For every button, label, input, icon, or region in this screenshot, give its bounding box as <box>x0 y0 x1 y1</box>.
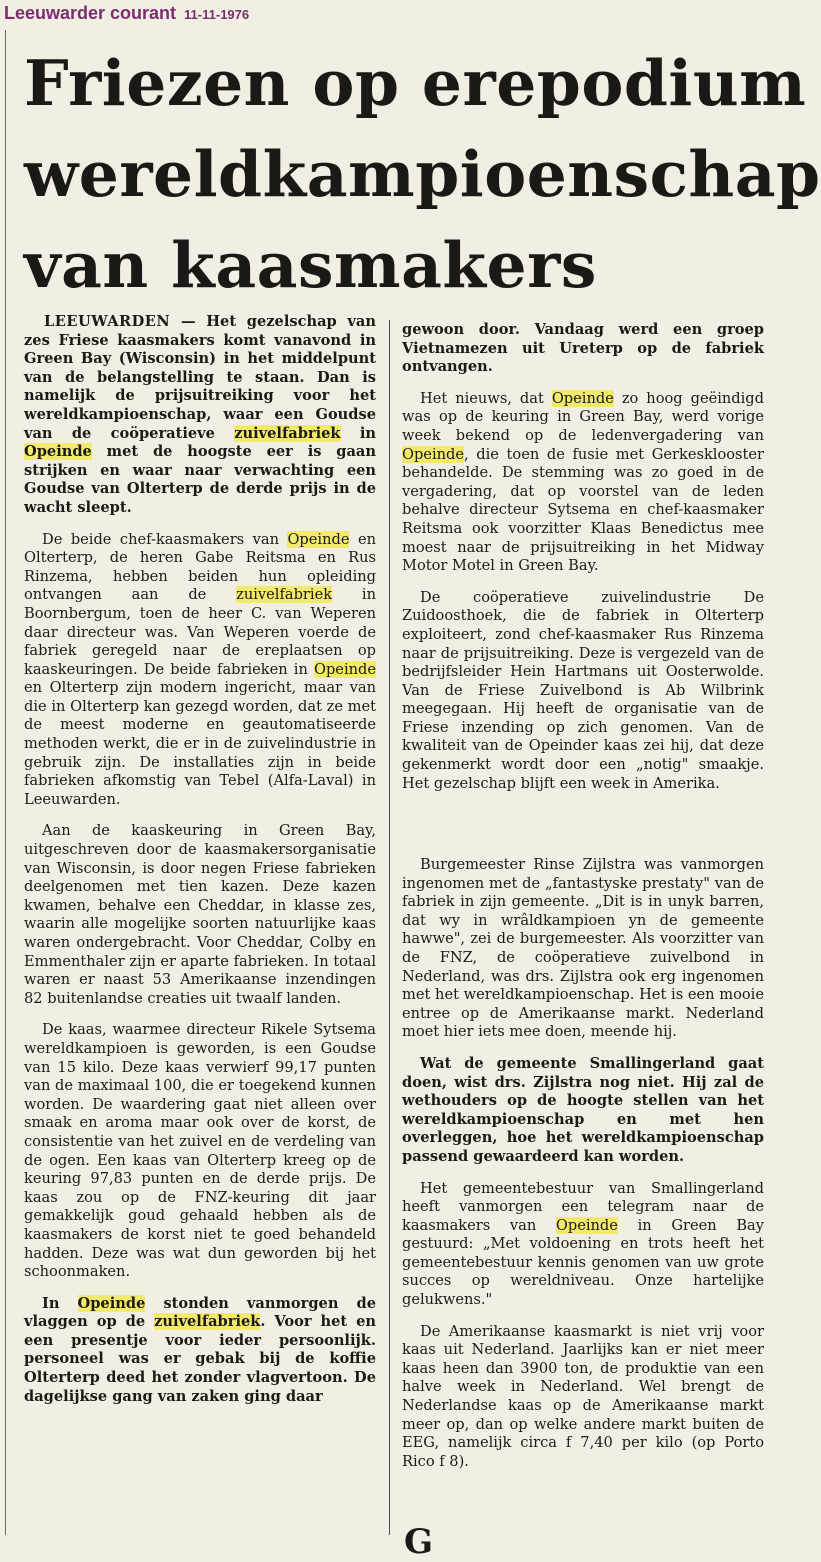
article-headline <box>24 38 821 311</box>
publication-date: 11-11-1976 <box>184 7 250 22</box>
right-column-top <box>402 321 764 806</box>
highlighted-term: Opeinde <box>555 1216 618 1234</box>
body-paragraph-bold: Wat de gemeente Smallingerland gaat doen, wist drs. Zijlstra nog niet. Hij zal de wethouders op de hoogte stellen van het wereldkampioenschap en met hen overleggen, hoe het wereldkampioenschap passend gewaardeerd kan worden. <box>402 1054 764 1165</box>
highlighted-term: Opeinde <box>551 389 614 407</box>
headline-line: wereldkampioenschap <box>24 137 821 211</box>
body-paragraph: De kaas, waarmee directeur Rikele Sytsema wereldkampioen is geworden, is een Goudse van 15 kilo. Deze kaas verwierf 99,17 punten van de maximaal 100, die er toegekend kunnen worden. De waardering gaat niet alleen over smaak en aroma maar ook over de korst, de consistentie van het zuivel en de verdeling van de ogen. Een kaas van Olterterp kreeg op de keuring 97,83 punten en de derde prijs. De kaas zou op de FNZ-keuring dit jaar gemakkelijk goud gehaald hebben als de kaasmakers de korst niet te goed behandeld hadden. Deze was wat dun geworden bij het schoonmaken. <box>24 1021 376 1281</box>
highlighted-term: zuivelfabriek <box>154 1313 261 1331</box>
body-paragraph-bold: gewoon door. Vandaag werd een groep Vietnamezen uit Ureterp op de fabriek ontvangen. <box>402 321 764 376</box>
highlighted-term: zuivelfabriek <box>236 586 333 604</box>
body-paragraph: Het gemeentebestuur van Smallingerland heeft vanmorgen een telegram naar de kaasmakers van Opeinde in Green Bay gestuurd: „Met voldoening en trots heeft het gemeentebestuur kennis genomen van uw grote succes op wereldniveau. Onze hartelijke gelukwens." <box>402 1179 764 1309</box>
body-paragraph: Het nieuws, dat Opeinde zo hoog geëindigd was op de keuring in Green Bay, werd vorige week bekend op de ledenvergadering van Opeinde, die toen de fusie met Gerkesklooster behandelde. De stemming was zo goed in de vergadering, dat op voorstel van de leden behalve directeur Sytsema en chef-kaasmaker Reitsma ook voorzitter Klaas Benedictus mee moest naar de prijsuitreiking in het Midway Motor Motel in Green Bay. <box>402 389 764 575</box>
body-paragraph: De Amerikaanse kaasmarkt is niet vrij voor kaas uit Nederland. Jaarlijks kan er niet meer kaas heen dan 3900 ton, de produktie van een halve week in Nederland. Wel brengt de Nederlandse kaas op de Amerikaanse markt meer op, dan op welke andere markt buiten de EEG, namelijk circa f 7,40 per kilo (op Porto Rico f 8). <box>402 1322 764 1470</box>
dateline: LEEUWARDEN <box>44 313 171 330</box>
highlighted-term: Opeinde <box>402 445 464 463</box>
highlighted-term: zuivelfabriek <box>234 424 341 442</box>
left-column <box>24 313 376 1419</box>
body-paragraph: Aan de kaaskeuring in Green Bay, uitgeschreven door de kaasmakersorganisatie van Wisconsin, is door negen Friese fabrieken deelgenomen met tien kazen. Deze kazen kwamen, behalve een Cheddar, in klasse zes, waarin alle mogelijke soorten natuurlijke kaas waren ondergebracht. Voor Cheddar, Colby en Emmenthaler zijn er aparte fabrieken. In totaal waren er naast 53 Amerikaanse inzendingen 82 buitenlandse creaties uit twaalf landen. <box>24 822 376 1007</box>
left-margin-rule <box>5 30 6 1535</box>
newspaper-name[interactable]: Leeuwarder courant <box>4 3 177 23</box>
right-column-bottom <box>402 856 764 1484</box>
body-paragraph: De beide chef-kaasmakers van Opeinde en Olterterp, de heren Gabe Reitsma en Rus Rinzema, hebben beiden hun opleiding ontvangen aan de zuivelfabriek in Boornbergum, toen de heer C. van Weperen daar directeur was. Van Weperen voerde de fabriek geregeld naar de ereplaatsen op kaaskeuringen. De beide fabrieken in Opeinde en Olterterp zijn modern ingericht, maar van die in Olterterp kan gezegd worden, dat ze met de meest moderne en geautomatiseerde methoden werkt, die er in de zuivelindustrie in gebruik zijn. De installaties zijn in beide fabrieken afkomstig van Tebel (Alfa-Laval) in Leeuwarden. <box>24 530 376 808</box>
headline-line: Friezen op erepodium <box>24 46 807 120</box>
headline-line: van kaasmakers <box>24 228 597 302</box>
body-paragraph: Burgemeester Rinse Zijlstra was vanmorgen ingenomen met de „fantastyske prestaty" van de fabriek in zijn gemeente. „Dit is in unyk barren, dat wy in wrâldkampioen yn de gemeente hawwe", zei de burgemeester. Als voorzitter van de FNZ, de coöperatieve zuivelbond in Nederland, was drs. Zijlstra ook erg ingenomen met het wereldkampioenschap. Het is een mooie entree op de Amerikaanse markt. Nederland moet hier iets mee doen, meende hij. <box>402 856 764 1041</box>
body-paragraph-bold: In Opeinde stonden vanmorgen de vlaggen op de zuivelfabriek. Voor het en een presentje voor ieder persoonlijk. personeel was er gebak bij de koffie Olterterp deed het zonder vlagvertoon. De dagelijkse gang van zaken ging daar <box>24 1294 376 1405</box>
highlighted-term: Opeinde <box>287 530 350 548</box>
highlighted-term: Opeinde <box>77 1294 146 1312</box>
lead-paragraph: LEEUWARDEN — Het gezelschap van zes Friese kaasmakers komt vanavond in Green Bay (Wisconsin) in het middelpunt van de belangstelling te staan. Dan is namelijk de prijsuitreiking voor het wereldkampioenschap, waar een Goudse van de coöperatieve zuivelfabriek in Opeinde met de hoogste eer is gaan strijken en waar naar verwachting een Goudse van Olterterp de derde prijs in de wacht sleept. <box>24 313 376 516</box>
source-header <box>4 3 249 29</box>
next-article-fragment: G <box>404 1522 434 1562</box>
body-paragraph: De coöperatieve zuivelindustrie De Zuidoosthoek, die de fabriek in Olterterp exploiteert, zond chef-kaasmaker Rus Rinzema naar de prijsuitreiking. Deze is vergezeld van de bedrijfsleider Hein Hartmans uit Oosterwolde. Van de Friese Zuivelbond is Ab Wilbrink meegegaan. Hij heeft de organisatie van de Friese inzending op zich genomen. Van de kwaliteit van de Opeinder kaas zei hij, dat deze gekenmerkt wordt door een „notig" smaakje. Het gezelschap blijft een week in Amerika. <box>402 588 764 792</box>
highlighted-term: Opeinde <box>314 660 376 678</box>
highlighted-term: Opeinde <box>24 443 92 461</box>
column-divider <box>389 320 390 1535</box>
